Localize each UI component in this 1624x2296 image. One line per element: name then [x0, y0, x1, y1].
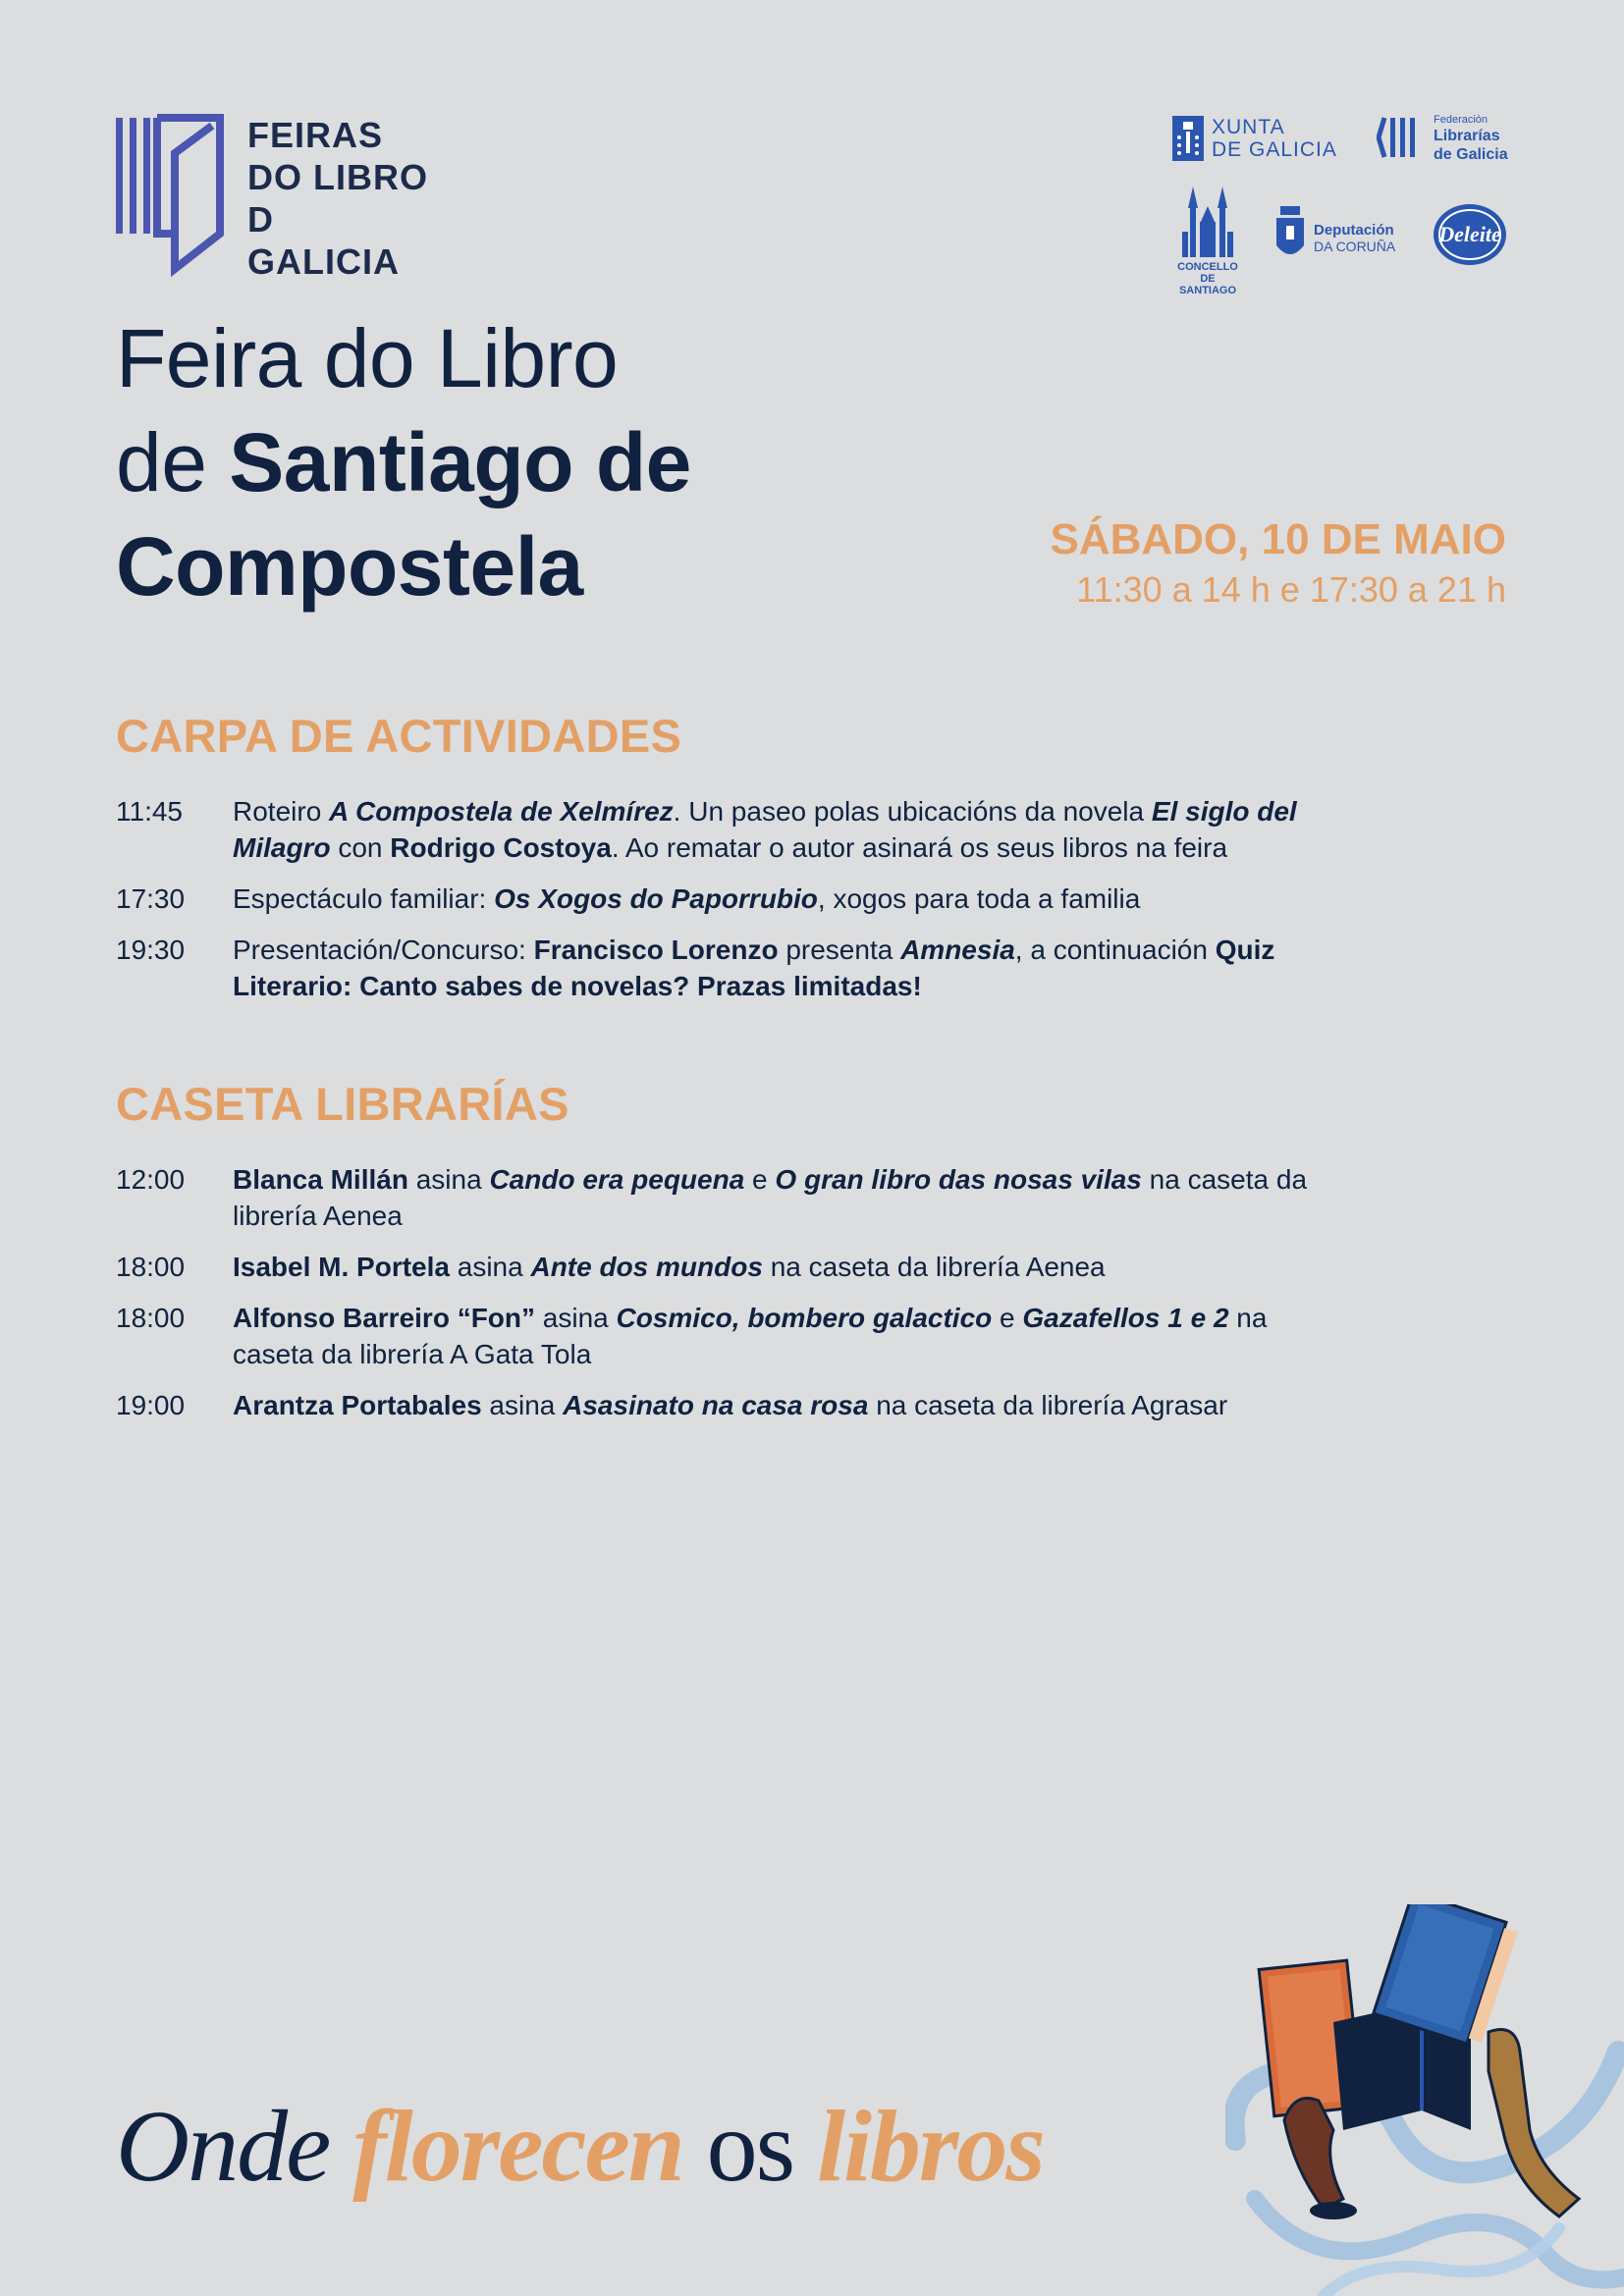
- federacion-big-2: de Galicia: [1434, 146, 1508, 163]
- schedule-time: 11:45: [116, 796, 183, 827]
- feiras-do-libro-logo: [116, 114, 430, 281]
- desc-text: asina: [481, 1390, 564, 1420]
- desc-book-title: Cando era pequena: [489, 1164, 745, 1195]
- desc-text: na caseta da librería Aenea: [233, 1164, 1308, 1231]
- deleite-logo: [1432, 202, 1508, 267]
- schedule-description: [233, 1300, 1337, 1372]
- cathedral-icon: [1170, 187, 1245, 261]
- desc-text: , a continuación: [1014, 934, 1216, 965]
- slogan-word-2: florecen: [352, 2090, 683, 2203]
- schedule-description: [233, 932, 1337, 1004]
- schedule-row: [116, 1161, 1353, 1234]
- slogan-word-3: os: [682, 2090, 818, 2203]
- desc-author: Rodrigo Costoya: [390, 832, 612, 863]
- desc-author: Isabel M. Portela: [233, 1252, 450, 1282]
- book-frame-icon: [116, 114, 224, 277]
- carpa-schedule: [116, 793, 1353, 1019]
- desc-book-title: El siglo del Milagro: [233, 796, 1297, 863]
- desc-text: asina: [449, 1252, 531, 1282]
- schedule-time: 18:00: [116, 1303, 186, 1333]
- page-title: [116, 306, 691, 618]
- desc-text: na caseta da librería Aenea: [762, 1252, 1106, 1282]
- desc-book-title: Cosmico, bombero galactico: [616, 1303, 993, 1333]
- schedule-time: 19:00: [116, 1390, 186, 1420]
- desc-text: na caseta da librería Agrasar: [868, 1390, 1228, 1420]
- slogan-word-1: Onde: [116, 2090, 353, 2203]
- schedule-row: [116, 1300, 1353, 1372]
- event-hours: 11:30 a 14 h e 17:30 a 21 h: [1076, 569, 1506, 610]
- desc-text: na caseta da librería A Gata Tola: [233, 1303, 1268, 1369]
- event-date: [1050, 512, 1506, 613]
- schedule-description: [233, 1161, 1337, 1234]
- schedule-description: [233, 793, 1337, 866]
- concello-line-2: SANTIAGO: [1178, 285, 1237, 296]
- federacion-small: Federación: [1434, 114, 1489, 126]
- schedule-time: 12:00: [116, 1164, 186, 1195]
- xunta-line-1: XUNTA: [1212, 116, 1285, 138]
- desc-book-title: O gran libro das nosas vilas: [775, 1164, 1142, 1195]
- caseta-schedule: [116, 1161, 1353, 1438]
- desc-book-title: A Compostela de Xelmírez: [329, 796, 674, 827]
- slogan: [116, 2083, 1044, 2211]
- desc-text: Presentación/Concurso:: [233, 934, 534, 965]
- schedule-row: [116, 793, 1353, 866]
- schedule-row: [116, 932, 1353, 1004]
- deputacion-line-1: Deputación: [1314, 222, 1394, 239]
- title-line-2-prefix: de: [116, 416, 230, 508]
- brand-line-2: DO LIBRO: [247, 157, 428, 197]
- title-line-3-bold: Compostela: [116, 520, 583, 613]
- desc-text: . Un paseo polas ubicacións da novela: [673, 796, 1152, 827]
- coruna-crest-icon: [1274, 206, 1306, 263]
- desc-highlight: Quiz Literario: Canto sabes de novelas? Prazas limitadas!: [233, 934, 1275, 1001]
- desc-book-title: Ante dos mundos: [530, 1252, 763, 1282]
- schedule-row: [116, 1249, 1353, 1285]
- desc-book-title: Os Xogos do Paporrubio: [494, 883, 818, 914]
- carpa-section-title: CARPA DE ACTIVIDADES: [116, 710, 682, 762]
- desc-author: Francisco Lorenzo: [533, 934, 779, 965]
- brand-line-1: FEIRAS: [247, 115, 384, 155]
- desc-text: asina: [407, 1164, 490, 1195]
- schedule-row: [116, 1387, 1353, 1423]
- schedule-description: [233, 1249, 1337, 1285]
- event-day: SÁBADO, 10 DE MAIO: [1050, 515, 1506, 563]
- desc-text: asina: [535, 1303, 617, 1333]
- desc-author: Arantza Portabales: [233, 1390, 482, 1420]
- brand-wordmark: [247, 114, 430, 283]
- desc-text: con: [330, 832, 391, 863]
- slogan-word-4: libros: [817, 2090, 1044, 2203]
- schedule-description: [233, 881, 1337, 917]
- desc-book-title: Asasinato na casa rosa: [563, 1390, 869, 1420]
- brand-line-3: D GALICIA: [247, 199, 400, 282]
- schedule-description: [233, 1387, 1337, 1423]
- desc-text: Roteiro: [233, 796, 330, 827]
- desc-text: e: [744, 1164, 776, 1195]
- xunta-line-2: DE GALICIA: [1212, 138, 1337, 161]
- caseta-section-title: CASETA LIBRARÍAS: [116, 1078, 569, 1130]
- deleite-text: Deleite: [1438, 222, 1501, 246]
- schedule-row: [116, 881, 1353, 917]
- desc-text: , xogos para toda a familia: [817, 883, 1141, 914]
- schedule-time: 17:30: [116, 883, 186, 914]
- federacion-bars-icon: [1377, 114, 1422, 161]
- deputacion-line-2: DA CORUÑA: [1314, 239, 1396, 254]
- desc-text: presenta: [778, 934, 901, 965]
- desc-author: Blanca Millán: [233, 1164, 408, 1195]
- desc-text: Espectáculo familiar:: [233, 883, 495, 914]
- federacion-big-1: Librarías: [1434, 128, 1500, 144]
- title-line-1: Feira do Libro: [116, 312, 619, 404]
- desc-book-title: Amnesia: [900, 934, 1015, 965]
- schedule-time: 19:30: [116, 934, 186, 965]
- hands-holding-books-illustration: [1225, 1904, 1624, 2296]
- concello-line-1: CONCELLO DE: [1177, 261, 1238, 285]
- desc-text: e: [992, 1303, 1023, 1333]
- desc-author: Alfonso Barreiro “Fon”: [233, 1303, 536, 1333]
- title-line-2-bold: Santiago de: [229, 416, 691, 508]
- schedule-time: 18:00: [116, 1252, 186, 1282]
- galicia-shield-icon: [1172, 116, 1204, 161]
- desc-text: . Ao rematar o autor asinará os seus libros na feira: [611, 832, 1228, 863]
- desc-book-title: Gazafellos 1 e 2: [1022, 1303, 1229, 1333]
